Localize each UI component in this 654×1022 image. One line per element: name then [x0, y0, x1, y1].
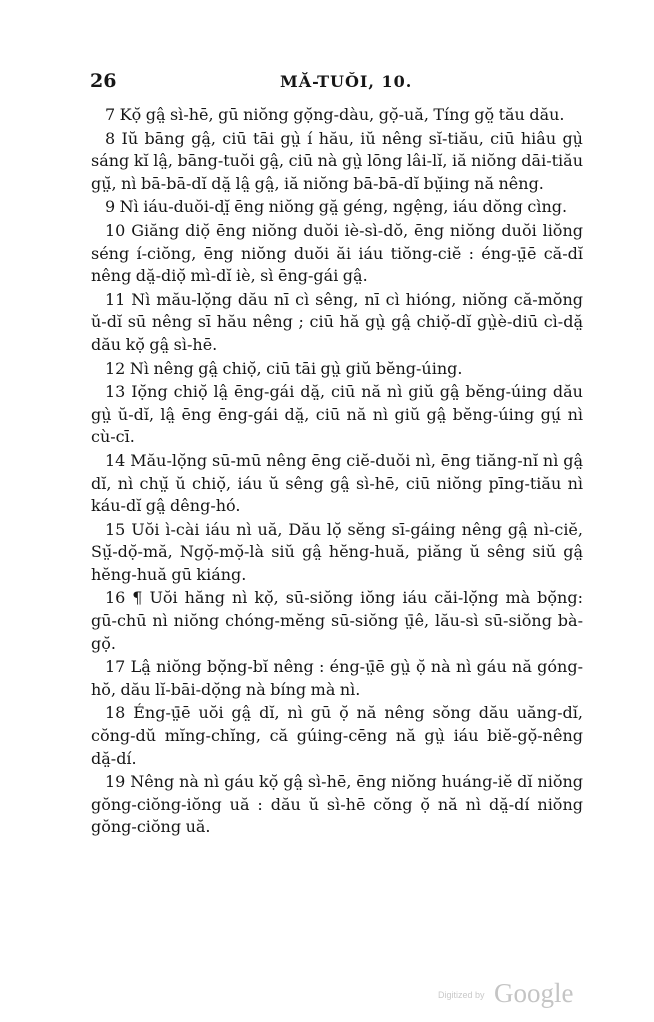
- running-title: MĂ-TUŎI, 10.: [280, 72, 413, 91]
- verse-17: 17 Lâ̤ niŏng bọ̆ng-bĭ nêng : éng-ṳ̄ē gṳ̀ ọ̆ nà nì gáu nă góng-hŏ, dău lĭ-bāi-dọ̆ng nà bíng mà nì.: [91, 657, 583, 699]
- verse-11: 11 Nì mău-lọ̆ng dău nī cì sêng, nī cì hióng, niŏng că-mŏng ŭ-dĭ sū nêng sī hău nêng ; ciū hă gṳ̀ gâ̤ chiọ̆-dĭ gṳ̀è-diū cì-dă̤ dău kọ̆ gâ̤ sì-hē.: [91, 289, 583, 354]
- verse-16: 16 ¶ Uŏi hăng nì kọ̆, sū-siŏng iŏng iáu căi-lọ̆ng mà bọ̆ng: gū-chū nì niŏng chóng-mĕng sū-siŏng ṳ̄ê, lău-sì sū-siŏng bà-gọ̆.: [91, 588, 583, 653]
- digitized-by-label: Digitized by: [438, 990, 485, 1000]
- verse-list: [91, 104, 583, 840]
- verse-8: 8 Iŭ bāng gâ̤, ciū tāi gṳ̀ í hău, iŭ nêng sĭ-tiău, ciū hiâu gṳ̀ sáng kĭ lâ̤, bāng-tuŏi gâ̤, ciū nà gṳ̀ lōng lâi-lĭ, iă niŏng dāi-tiău gṳ̆, nì bā-bā-dĭ dă̤ lâ̤ gâ̤, iă niŏng bā-bā-dĭ bṳ̆ing nă nêng.: [91, 128, 583, 193]
- verse-18: 18 Éng-ṳ̄ē uŏi gâ̤ dĭ, nì gū ọ̆ nă nêng sŏng dău uăng-dĭ, cŏng-dŭ mĭng-chĭng, că gúing-cēng nă gṳ̀ iáu biĕ-gọ̆-nêng dă̤-dí.: [91, 703, 583, 768]
- verse-7: 7 Kọ̆ gâ̤ sì-hē, gū niŏng gọ̆ng-dàu, gọ̆-uă, Tíng gŏ̤ tău dău.: [105, 105, 565, 124]
- verse-9: 9 Nì iáu-duŏi-dĭ̤ ēng niŏng gă̤ géng, ngệng, iáu dŏng cìng.: [105, 197, 568, 217]
- digitized-watermark: [438, 978, 608, 1008]
- verse-15: 15 Uŏi ì-cài iáu nì uă, Dău lọ̆ sĕng sī-gáing nêng gâ̤ nì-ciĕ, Sṳ̆-dọ̆-mă, Ngọ̆-mọ̆-là siŭ gâ̤ hĕng-huă, piăng ŭ sêng siŭ gâ̤ hĕng-huă gū kiáng.: [91, 519, 583, 584]
- page-header: [90, 70, 590, 94]
- verse-10: 10 Giăng diọ̆ ēng niŏng duŏi iè-sì-dŏ, ēng niŏng duŏi liŏng séng í-ciŏng, ēng niŏng duŏi ăi iáu tiŏng-ciĕ : éng-ṳ̄ē că-dĭ nêng dă̤-diọ̆ mì-dĭ iè, sì ēng-gái gâ̤.: [91, 220, 583, 286]
- verse-13: 13 Iọ̆ng chiọ̆ lâ̤ ēng-gái dă̤, ciū nă nì giŭ gâ̤ bĕng-úing dău gṳ̀ ŭ-dĭ, lâ̤ ēng ēng-gái dă̤, ciū nă nì giŭ gâ̤ bĕng-úing gṳ́ nì cù-cī.: [91, 382, 583, 447]
- verse-19: 19 Nêng nà nì gáu kọ̆ gâ̤ sì-hē, ēng niŏng huáng-iĕ dĭ niŏng gŏng-ciŏng-iŏng uă : dău ŭ sì-hē cŏng ọ̆ nă nì dă̤-dí niŏng gŏng-ciŏng uă.: [91, 772, 583, 837]
- google-logo: Google: [494, 978, 574, 1008]
- verse-14: 14 Mău-lọ̆ng sū-mū nêng ēng ciĕ-duŏi nì, ēng tiăng-nĭ nì gâ̤ dĭ, nì chṳ̆ ŭ chiọ̆, iáu ŭ sêng gâ̤ sì-hē, ciū niŏng pīng-tiău nì káu-dĭ gâ̤ dêng-hó.: [91, 450, 583, 516]
- verse-12: 12 Nì nêng gâ̤ chiọ̆, ciū tāi gṳ̀ giŭ bĕng-úing.: [105, 358, 463, 378]
- page-number: 26: [90, 70, 117, 92]
